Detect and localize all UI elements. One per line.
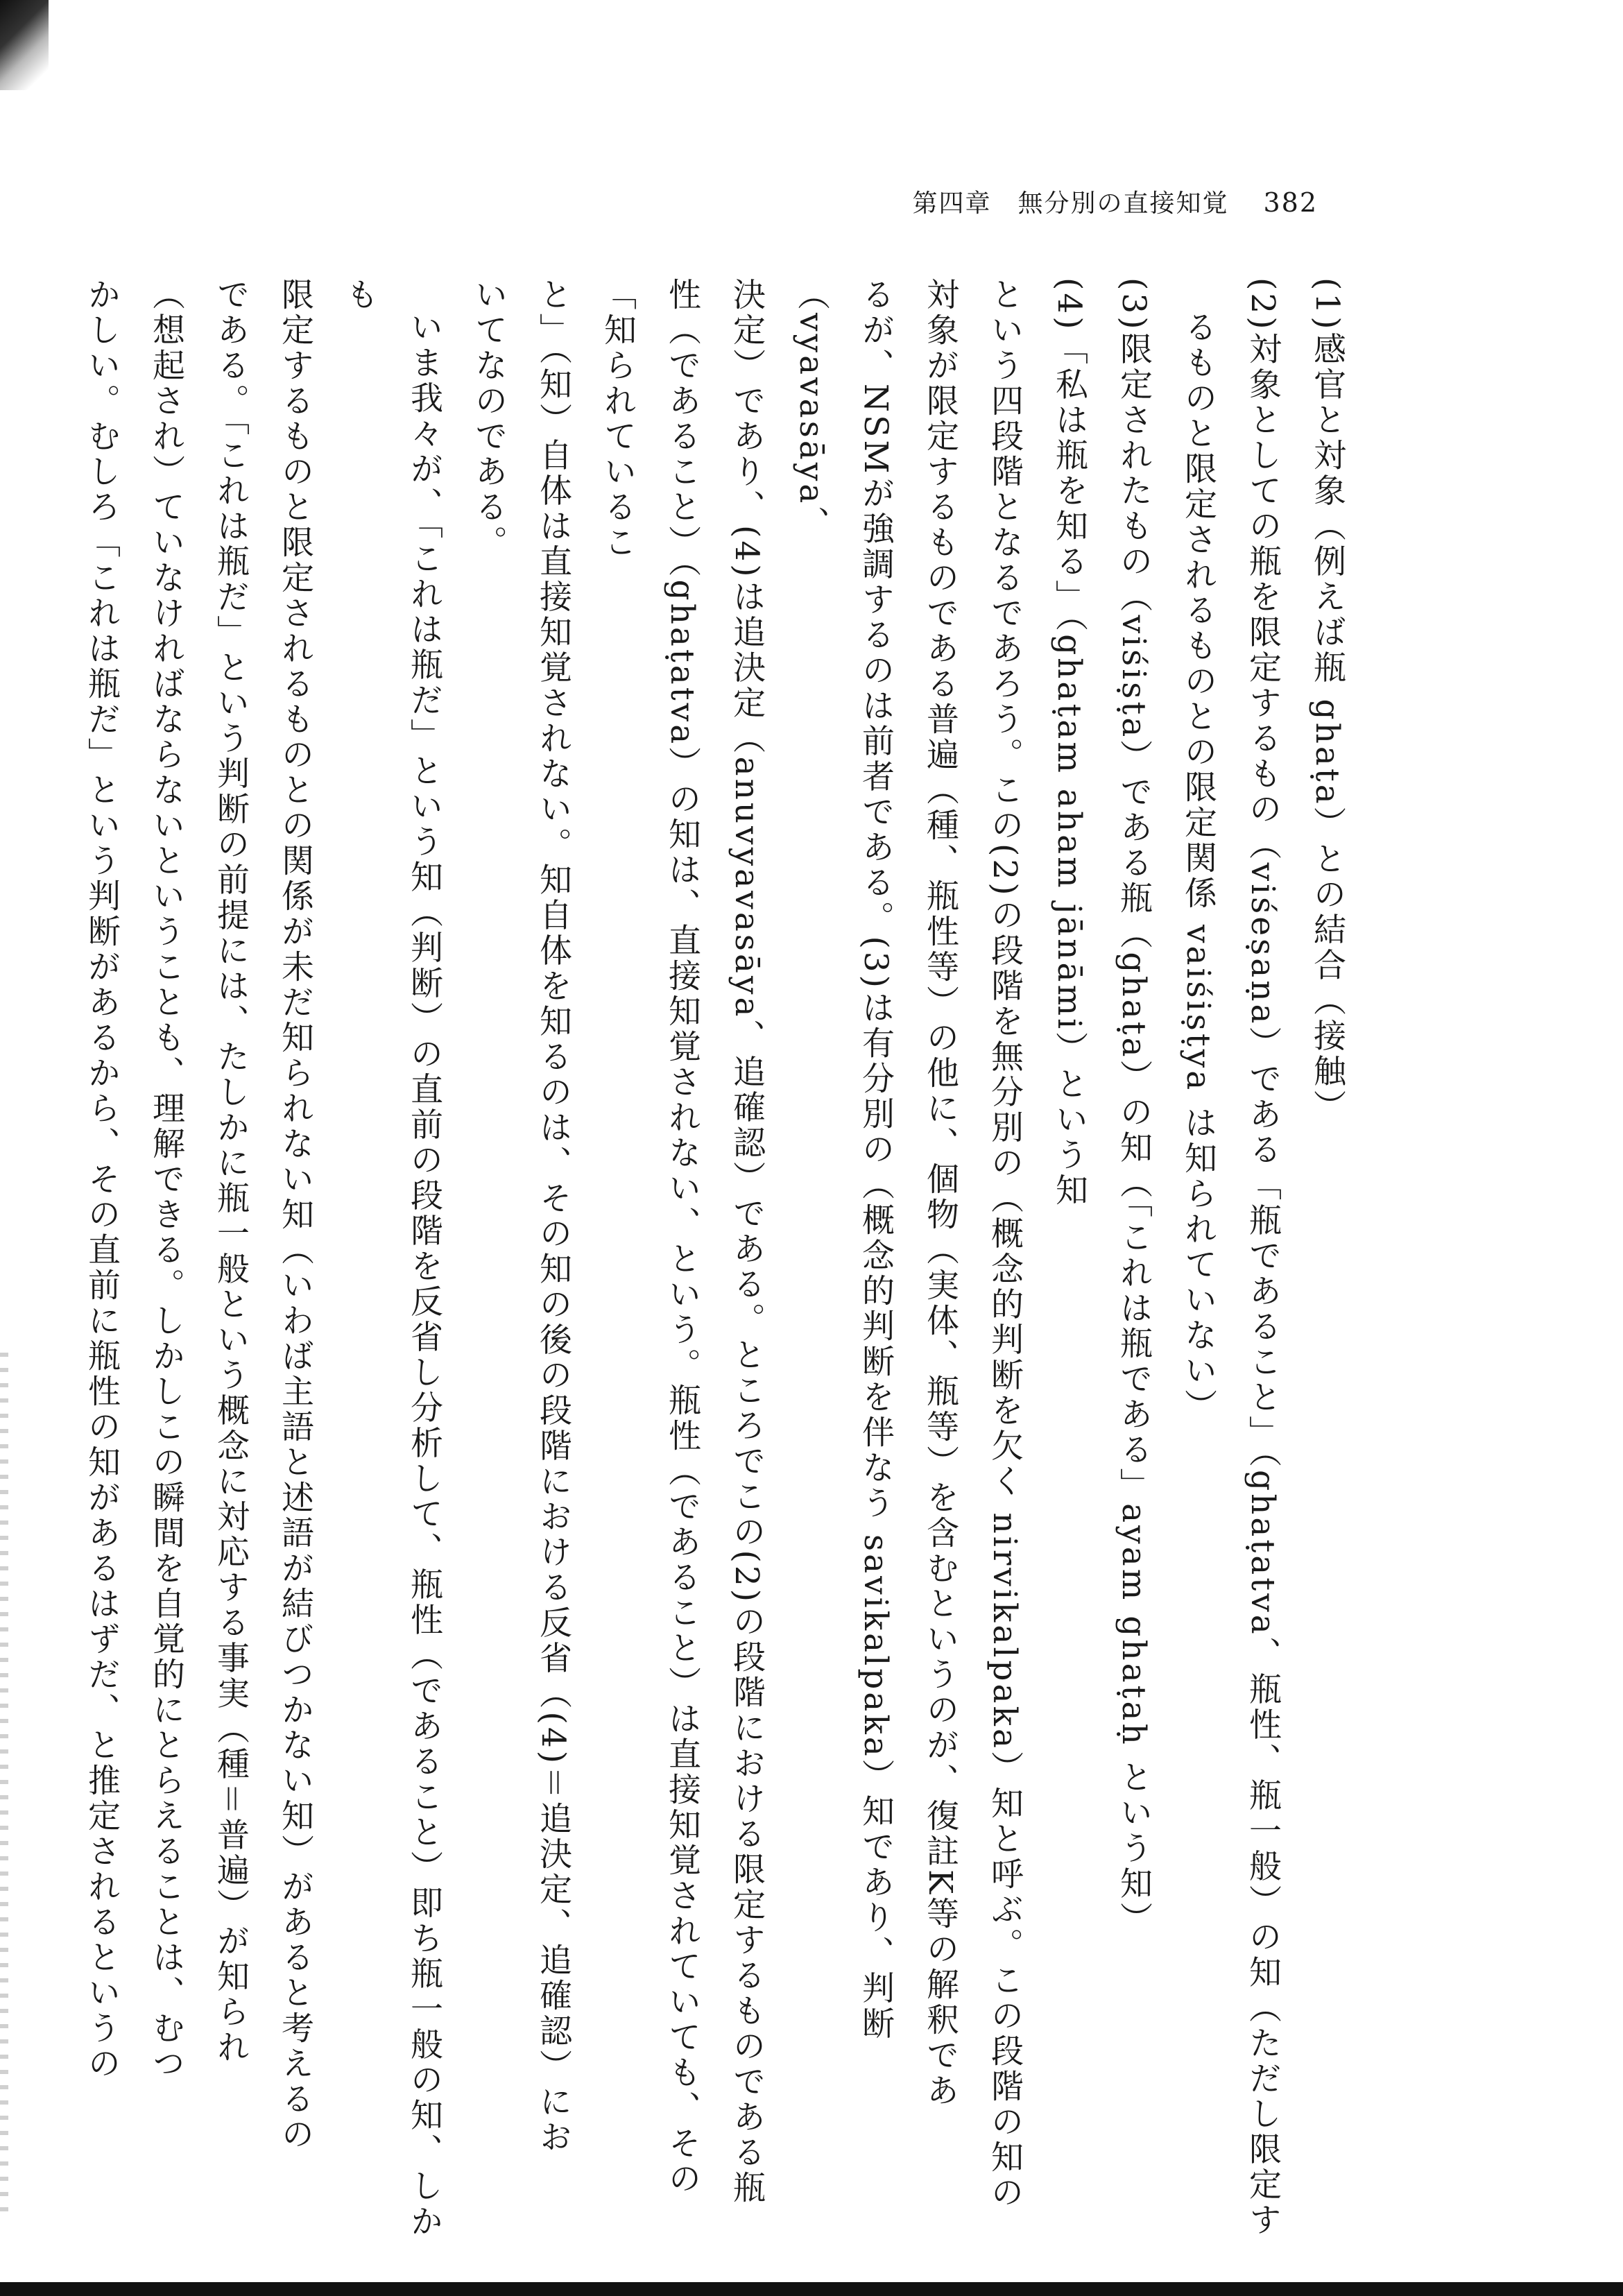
body-line: と」（知）自体は直接知覚されない。知自体を知るのは、その知の後の段階における反省（(4)＝追決定、追確認）にお bbox=[534, 277, 572, 2156]
body-line: 対象が限定するものである普遍（種、瓶性等）の他に、個物（実体、瓶等）を含むというのが、復註K等の解釈であ bbox=[921, 277, 959, 2109]
body-line: （想起され）ていなければならないということも、理解できる。しかしこの瞬間を自覚的にとらえることは、むつ bbox=[147, 277, 185, 2082]
paragraph-start-line: いま我々が、「これは瓶だ」という知（判断）の直前の段階を反省し分析して、瓶性（であること）即ち瓶一般の知、しかも bbox=[341, 277, 443, 2240]
list-item-2-continuation: るものと限定されるものとの限定関係 vaiśiṣṭya は知られていない） bbox=[1179, 310, 1217, 1425]
running-head bbox=[902, 184, 1318, 219]
page-number: 382 bbox=[1263, 187, 1318, 218]
vertical-text-body bbox=[83, 277, 1359, 2247]
body-line: かしい。むしろ「これは瓶だ」という判断があるから、その直前に瓶性の知があるはずだ、と推定されるというの bbox=[83, 277, 121, 2082]
list-item-4: (4)「私は瓶を知る」（ghaṭam aham jānāmi）という知 bbox=[1050, 277, 1088, 1209]
list-item-2: (2)対象としての瓶を限定するもの（viśeṣaṇa）である「瓶であること」（ghaṭatva、瓶性、瓶一般）の知（ただし限定す bbox=[1244, 277, 1282, 2238]
body-line: 限定するものと限定されるものとの関係が未だ知られない知（いわば主語と述語が結びつかない知）があると考えるの bbox=[276, 277, 314, 2152]
body-line: 性（であること）（ghaṭatva）の知は、直接知覚されない、という。瓶性（であること）は直接知覚されていても、その「知られているこ bbox=[599, 277, 701, 2198]
body-line: という四段階となるであろう。この(2)の段階を無分別の（概念的判断を欠く nirvikalpaka）知と呼ぶ。この段階の知の bbox=[986, 277, 1024, 2211]
body-line: るが、NSMが強調するのは前者である。(3)は有分別の（概念的判断を伴なう savikalpaka）知であり、判断（vyavasāya、 bbox=[792, 277, 895, 2042]
scan-shadow-top-left bbox=[0, 0, 49, 90]
scan-shadow-left-edge bbox=[0, 1353, 8, 2220]
body-line: である。「これは瓶だ」という判断の前提には、たしかに瓶一般という概念に対応する事実（種＝普遍）が知られ bbox=[212, 277, 250, 2066]
body-line: 決定）であり、(4)は追決定（anuvyavasāya、追確認）である。ところでこの(2)の段階における限定するものである瓶 bbox=[728, 277, 766, 2207]
list-item-3: (3)限定されたもの（viśiṣṭa）である瓶（ghaṭa）の知（「これは瓶である」ayam ghaṭaḥ という知） bbox=[1115, 277, 1153, 1937]
paragraph-end-line: いてなのである。 bbox=[470, 277, 508, 560]
list-item-1: (1)感官と対象（例えば瓶 ghaṭa）との結合（接触） bbox=[1308, 277, 1346, 1125]
scan-shadow-bottom-edge bbox=[0, 2282, 1623, 2296]
chapter-title: 第四章 無分別の直接知覚 bbox=[912, 189, 1229, 218]
